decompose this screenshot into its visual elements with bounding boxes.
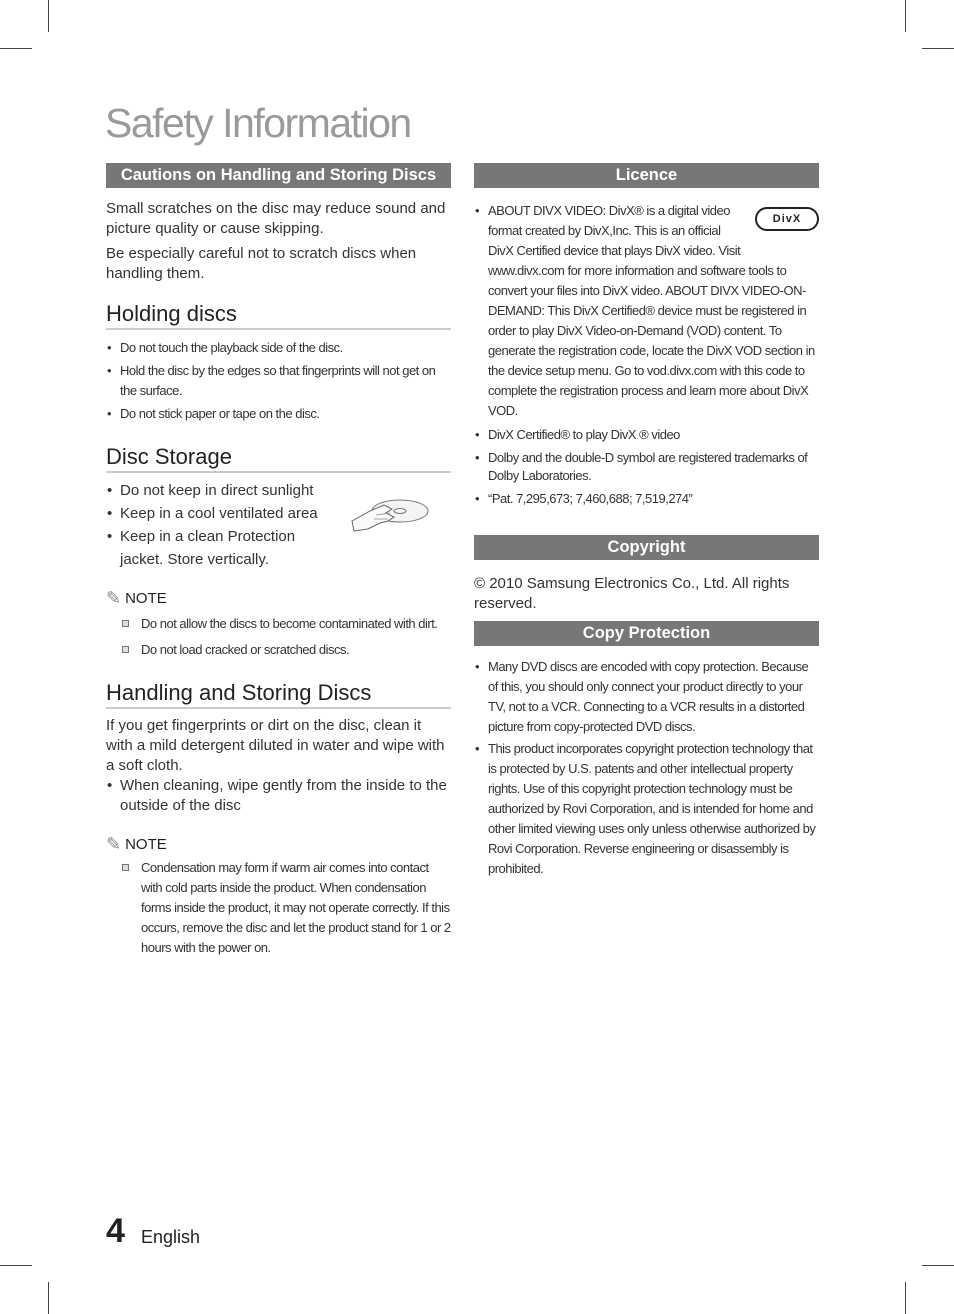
left-column <box>106 163 451 958</box>
page-title: Safety Information <box>105 100 411 146</box>
licence-list <box>474 201 819 509</box>
list-item: • DivX Certified® to play DivX ® video <box>474 425 819 445</box>
crop-mark <box>922 48 954 49</box>
note-item <box>106 614 451 634</box>
cautions-paragraph: Small scratches on the disc may reduce sound and picture quality or cause skipping. <box>106 200 446 237</box>
copy-protection-heading-bar: Copy Protection <box>474 621 819 646</box>
hand-holding-disc-illustration <box>350 491 430 535</box>
list-item: • This product incorporates copyright protection technology that is protected by U.S. patents and other intellectual property rights. Use of this copyright protection technology must be authorized by Rovi Corporation, and is intended for home and other limited viewing uses only unless otherwise authorized by Rovi Corporation. Reverse engineering or disassembly is prohibited. <box>474 739 819 879</box>
note-header <box>106 588 451 609</box>
handling-list <box>106 776 451 816</box>
holding-discs-list <box>106 338 451 424</box>
handling-storing-heading: Handling and Storing Discs <box>106 680 451 709</box>
note-item <box>106 858 451 958</box>
list-item: • Do not touch the playback side of the disc. <box>106 338 451 358</box>
crop-mark <box>905 1282 906 1314</box>
square-bullet-icon <box>122 646 129 653</box>
copyright-text: © 2010 Samsung Electronics Co., Ltd. All rights reserved. <box>474 575 790 612</box>
note-label: NOTE <box>125 590 167 607</box>
square-bullet-icon <box>122 620 129 627</box>
list-item <box>474 201 819 421</box>
note-header <box>106 834 451 855</box>
note-label: NOTE <box>125 836 167 853</box>
list-item: • Hold the disc by the edges so that fingerprints will not get on the surface. <box>106 361 451 401</box>
logo-float-spacer <box>745 201 819 257</box>
crop-mark <box>48 1282 49 1314</box>
crop-mark <box>0 1265 32 1266</box>
copyright-heading-bar: Copyright <box>474 535 819 560</box>
crop-mark <box>905 0 906 32</box>
list-item: • Keep in a cool ventilated area <box>106 502 341 525</box>
divx-logo-icon: DivX <box>755 207 819 231</box>
square-bullet-icon <box>122 864 129 871</box>
holding-discs-heading: Holding discs <box>106 301 451 330</box>
list-item: • When cleaning, wipe gently from the inside to the outside of the disc <box>106 776 451 816</box>
note-text: Condensation may form if warm air comes into contact with cold parts inside the product. When condensation forms inside the product, it may not operate correctly. If this occurs, remove the disc and let the product stand for 1 or 2 hours with the power on. <box>141 860 451 955</box>
disc-storage-heading: Disc Storage <box>106 444 451 473</box>
list-item: • Do not stick paper or tape on the disc. <box>106 404 451 424</box>
crop-mark <box>0 48 32 49</box>
footer-language: English <box>141 1227 201 1247</box>
list-item: • Many DVD discs are encoded with copy protection. Because of this, you should only connect your product directly to your TV, not to a VCR. Connecting to a VCR results in a distorted picture from copy-protected DVD discs. <box>474 657 819 737</box>
pencil-note-icon: ✎ <box>106 588 122 608</box>
note-text: Do not load cracked or scratched discs. <box>141 642 350 657</box>
cautions-heading-bar: Cautions on Handling and Storing Discs <box>106 163 451 188</box>
cautions-paragraph: Be especially careful not to scratch discs when handling them. <box>106 245 417 282</box>
crop-mark <box>48 0 49 32</box>
list-item: • Do not keep in direct sunlight <box>106 479 341 502</box>
licence-divx-text: ABOUT DIVX VIDEO: DivX® is a digital video format created by DivX,Inc. This is an official DivX Certified device that plays DivX video. Visit www.divx.com for more information and software tools to convert your files into DivX video. ABOUT DIVX VIDEO-ON-DEMAND: This DivX Certified® device must be registered in order to play DivX Video-on-Demand (VOD) content. To generate the registration code, locate the DivX VOD section in the device setup menu. Go to vod.divx.com with this code to complete the registration process and learn more about DivX VOD. <box>488 203 815 418</box>
page-number: 4 <box>106 1212 125 1250</box>
right-column <box>474 163 819 879</box>
note-item <box>106 640 451 660</box>
crop-mark <box>922 1265 954 1266</box>
list-item: • Dolby and the double-D symbol are registered trademarks of Dolby Laboratories. <box>474 449 819 485</box>
list-item: • “Pat. 7,295,673; 7,460,688; 7,519,274” <box>474 489 819 509</box>
disc-storage-notes <box>106 614 451 660</box>
handling-notes <box>106 858 451 958</box>
disc-storage-list <box>106 479 341 571</box>
list-item: • Keep in a clean Protection jacket. Store vertically. <box>106 525 341 571</box>
licence-heading-bar: Licence <box>474 163 819 188</box>
pencil-note-icon: ✎ <box>106 834 122 854</box>
copy-protection-list <box>474 657 819 879</box>
handling-paragraph: If you get fingerprints or dirt on the disc, clean it with a mild detergent diluted in water and wipe with a soft cloth. <box>106 717 445 774</box>
note-text: Do not allow the discs to become contaminated with dirt. <box>141 616 438 631</box>
